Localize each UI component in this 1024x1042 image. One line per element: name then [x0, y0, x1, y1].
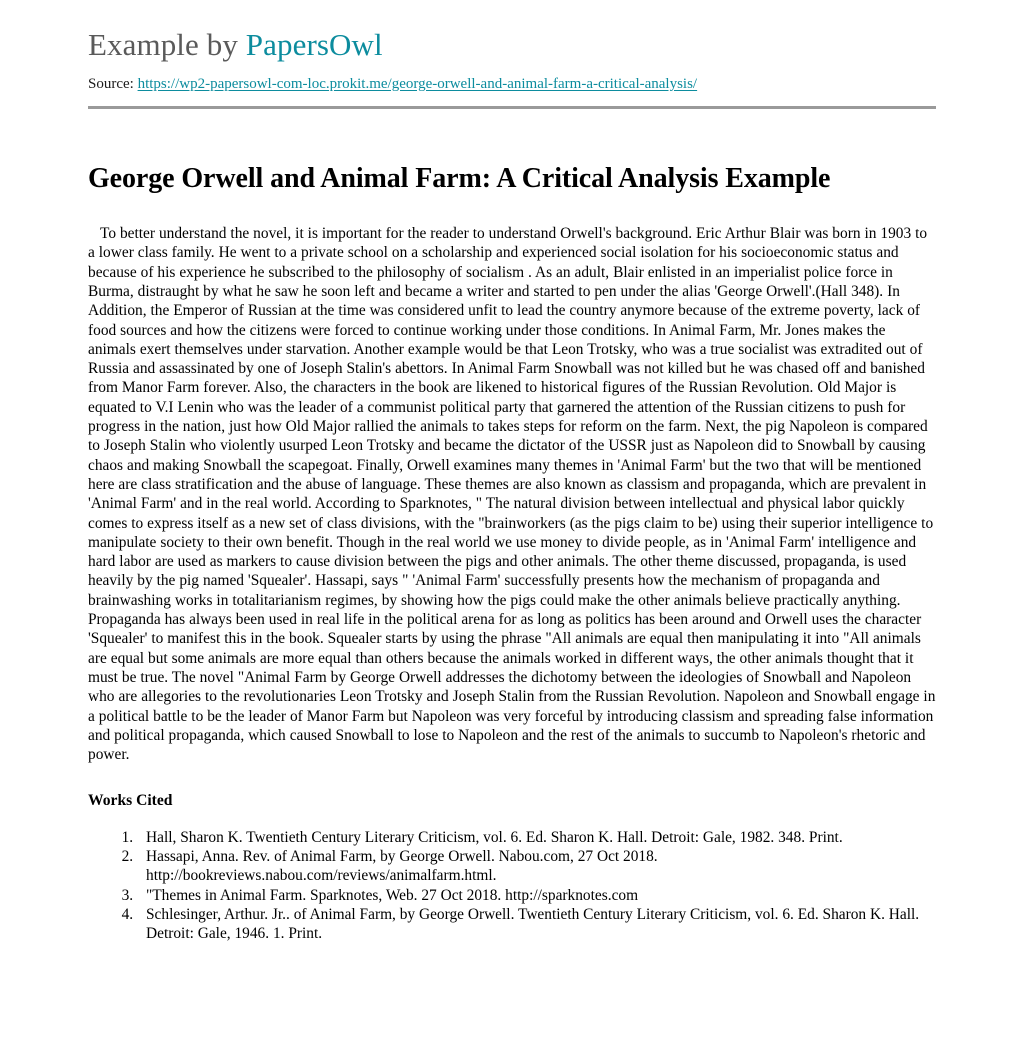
brand-heading	[88, 26, 936, 65]
list-item: 4. Schlesinger, Arthur. Jr.. of Animal Farm, by George Orwell. Twentieth Century Literary Criticism, vol. 6. Ed. Sharon K. Hall. Detroit: Gale, 1946. 1. Print.	[137, 905, 936, 944]
brand-name-text: PapersOwl	[245, 27, 383, 62]
works-cited-list	[88, 828, 936, 944]
essay-paragraph: To better understand the novel, it is important for the reader to understand Orwell's background. Eric Arthur Blair was born in 1903 to a lower class family. He went to a private school on a scholarship and experienced social isolation for his socioeconomic status and because of his experience he subscribed to the philosophy of socialism . As an adult, Blair enlisted in an imperialist police force in Burma, distraught by what he saw he soon left and became a writer and started to pen under the alias 'George Orwell'.(Hall 348). In Addition, the Emperor of Russian at the time was considered unfit to lead the country anymore because of the extreme poverty, lack of food sources and how the citizens were forced to continue working under those conditions. In Animal Farm, Mr. Jones makes the animals exert themselves under starvation. Another example would be that Leon Trotsky, who was a true socialist was extradited out of Russia and assassinated by one of Joseph Stalin's abettors. In Animal Farm Snowball was not killed but he was chased off and banished from Manor Farm forever. Also, the characters in the book are likened to historical figures of the Russian Revolution. Old Major is equated to V.I Lenin who was the leader of a communist political party that garnered the attention of the Russian citizens to push for progress in the nation, just how Old Major rallied the animals to takes steps for reform on the farm. Next, the pig Napoleon is compared to Joseph Stalin who violently usurped Leon Trotsky and became the dictator of the USSR just as Napoleon did to Snowball by causing chaos and making Snowball the scapegoat. Finally, Orwell examines many themes in 'Animal Farm' but the two that will be mentioned here are class stratification and the abuse of language. These themes are also known as classism and propaganda, which are prevalent in 'Animal Farm' and in the real world. According to Sparknotes, " The natural division between intellectual and physical labor quickly comes to express itself as a new set of class divisions, with the "brainworkers (as the pigs claim to be) using their superior intelligence to manipulate society to their own benefit. Though in the real world we use money to divide people, as in 'Animal Farm' intelligence and hard labor are used as markers to cause division between the pigs and other animals. The other theme discussed, propaganda, is used heavily by the pig named 'Squealer'. Hassapi, says " 'Animal Farm' successfully presents how the mechanism of propaganda and brainwashing works in totalitarianism regimes, by showing how the pigs could make the other animals believe practically anything. Propaganda has always been used in real life in the political arena for as long as politics has been around and Orwell uses the character 'Squealer' to manifest this in the book. Squealer starts by using the phrase "All animals are equal then manipulating it into "All animals are equal but some animals are more equal than others because the animals worked in different ways, the other animals thought that it must be true. The novel "Animal Farm by George Orwell addresses the dichotomy between the ideologies of Snowball and Napoleon who are allegories to the revolutionaries Leon Trotsky and Joseph Stalin from the Russian Revolution. Napoleon and Snowball engage in a political battle to be the leader of Manor Farm but Napoleon was very forceful by introducing classism and spreading false information and political propaganda, which caused Snowball to lose to Napoleon and the rest of the animals to succumb to Napoleon's rhetoric and power.	[88, 225, 936, 764]
header-divider	[88, 106, 936, 109]
list-item: 3. "Themes in Animal Farm. Sparknotes, Web. 27 Oct 2018. http://sparknotes.com	[137, 886, 936, 905]
list-item: 1. Hall, Sharon K. Twentieth Century Literary Criticism, vol. 6. Ed. Sharon K. Hall. Detroit: Gale, 1982. 348. Print.	[137, 828, 936, 847]
works-cited-heading: Works Cited	[88, 792, 173, 810]
page-title: George Orwell and Animal Farm: A Critical Analysis Example	[88, 163, 831, 195]
source-line	[88, 75, 936, 95]
source-url-link[interactable]: https://wp2-papersowl-com-loc.prokit.me/george-orwell-and-animal-farm-a-critical-analysis/	[137, 75, 698, 92]
brand-prefix-text: Example by	[88, 27, 246, 62]
list-item: 2. Hassapi, Anna. Rev. of Animal Farm, by George Orwell. Nabou.com, 27 Oct 2018. http://bookreviews.nabou.com/reviews/animalfarm.html.	[137, 847, 936, 886]
source-label: Source:	[88, 75, 138, 92]
document-header	[0, 0, 1024, 109]
document-body	[0, 161, 1024, 943]
